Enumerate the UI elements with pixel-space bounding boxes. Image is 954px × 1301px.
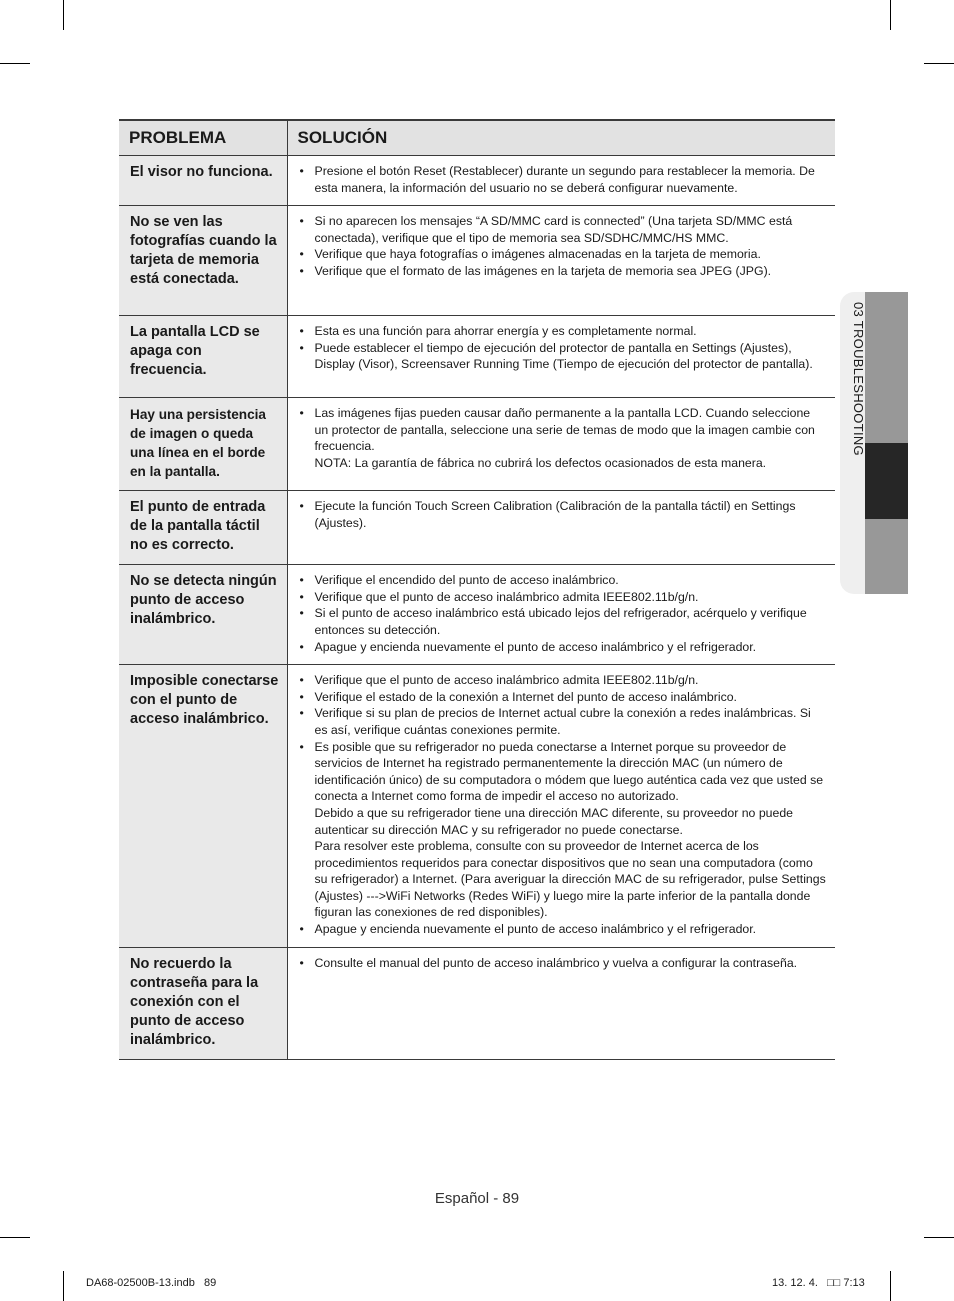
table-body bbox=[119, 156, 835, 1060]
solution-item bbox=[298, 672, 828, 689]
table-row bbox=[119, 316, 835, 398]
solution-text: • Si no aparecen los mensajes “A SD/MMC card is connected” (Una tarjeta SD/MMC está conectada), verifique que el tipo de memoria sea SD/SDHC/MMC/HS MMC. bbox=[314, 214, 793, 245]
crop-mark bbox=[890, 0, 891, 30]
solution-text: • Puede establecer el tiempo de ejecución del protector de pantalla en Settings (Ajustes), Display (Visor), Screensaver Running Time (Tiempo de ejecución del protector de pantalla). bbox=[314, 340, 813, 372]
table-row bbox=[119, 156, 835, 206]
solution-item bbox=[298, 605, 828, 638]
solution-text: • Presione el botón Reset (Restablecer) durante un segundo para restablecer la memoria. De esta manera, la información del usuario no se deberá configurar nuevamente. bbox=[314, 164, 815, 195]
solution-list bbox=[298, 955, 828, 972]
solution-text: • Apague y encienda nuevamente el punto de acceso inalámbrico y el refrigerador. bbox=[314, 922, 757, 937]
table-row bbox=[119, 665, 835, 948]
solution-text: • Consulte el manual del punto de acceso inalámbrico y vuelva a configurar la contraseña. bbox=[314, 955, 798, 970]
problem-cell: Hay una persistencia de imagen o queda una línea en el borde en la pantalla. bbox=[119, 398, 287, 491]
solution-item bbox=[298, 263, 828, 280]
solution-item bbox=[298, 921, 828, 938]
solution-item bbox=[298, 246, 828, 263]
crop-mark bbox=[890, 1271, 891, 1301]
section-tab-block bbox=[865, 292, 908, 443]
solution-item bbox=[298, 498, 828, 531]
solution-text: Debido a que su refrigerador tiene una dirección MAC diferente, su proveedor no puede autenticar su dirección MAC y su refrigerador no puede conectarse. bbox=[314, 805, 794, 837]
section-tab-block bbox=[865, 519, 908, 594]
solution-cell bbox=[287, 398, 835, 491]
solution-text: • Verifique que el punto de acceso inalámbrico admita IEEE802.11b/g/n. bbox=[314, 673, 699, 688]
page-number: Español - 89 bbox=[434, 1190, 520, 1207]
solution-text: • Verifique si su plan de precios de Internet actual cubre la conexión a redes inalámbricas. Si es así, verifique cuántas conexiones permite. bbox=[314, 706, 811, 737]
solution-text: • Verifique el estado de la conexión a Internet del punto de acceso inalámbrico. bbox=[314, 689, 737, 704]
solution-text: • Las imágenes fijas pueden causar daño permanente a la pantalla LCD. Cuando seleccione un protector de pantalla, seleccione una serie de temas de modo que la imagen cambie con frecuencia. bbox=[314, 406, 815, 454]
problem-column-header: PROBLEMA bbox=[119, 120, 287, 156]
solution-cell bbox=[287, 565, 835, 665]
solution-item bbox=[298, 163, 828, 196]
table-row bbox=[119, 206, 835, 316]
crop-mark bbox=[0, 1237, 30, 1238]
solution-item bbox=[298, 639, 828, 656]
table-row bbox=[119, 491, 835, 565]
solution-cell bbox=[287, 206, 835, 316]
solution-item bbox=[298, 405, 828, 471]
problem-cell: El punto de entrada de la pantalla táctil no es correcto. bbox=[119, 491, 287, 565]
crop-mark bbox=[63, 0, 64, 30]
solution-text: • Apague y encienda nuevamente el punto de acceso inalámbrico y el refrigerador. bbox=[314, 639, 757, 654]
solution-cell bbox=[287, 316, 835, 398]
solution-item bbox=[298, 739, 828, 922]
solution-cell bbox=[287, 491, 835, 565]
solution-item bbox=[298, 689, 828, 706]
print-date-info: 13. 12. 4. □□ 7:13 bbox=[772, 1277, 865, 1289]
problem-cell: No recuerdo la contraseña para la conexión con el punto de acceso inalámbrico. bbox=[119, 947, 287, 1059]
table-row bbox=[119, 947, 835, 1059]
solution-item bbox=[298, 705, 828, 738]
troubleshooting-table bbox=[119, 119, 835, 1060]
solution-list bbox=[298, 213, 828, 279]
solution-text: • Verifique que el punto de acceso inalámbrico admita IEEE802.11b/g/n. bbox=[314, 589, 699, 604]
solution-text: Para resolver este problema, consulte con su proveedor de Internet acerca de los procedimientos requeridos para conectar dispositivos que no sean una computadora (como su refrigerador) a Internet. (Para averiguar la dirección MAC de su refrigerador, pulse Settings (Ajustes) --->WiFi Networks (Redes WiFi) y luego mire la parte inferior de la pantalla donde figuran las conexiones de red disponibles). bbox=[314, 839, 826, 920]
solution-cell bbox=[287, 156, 835, 206]
solution-text: • Es posible que su refrigerador no pueda conectarse a Internet porque su proveedor de servicios de Internet ha registrado permanentemente la dirección MAC (un número de identificación único) de su computadora o módem que luego auténtica cada vez que usted se conecta a Internet como forma de impedir el acceso no autorizado. bbox=[314, 739, 824, 804]
solution-text: • Ejecute la función Touch Screen Calibration (Calibración de la pantalla táctil) en Settings (Ajustes). bbox=[314, 499, 796, 530]
solution-item bbox=[298, 589, 828, 606]
table-header-row bbox=[119, 120, 835, 156]
crop-mark bbox=[0, 63, 30, 64]
solution-text: • Verifique el encendido del punto de acceso inalámbrico. bbox=[314, 573, 619, 588]
solution-list bbox=[298, 405, 828, 471]
solution-text: • Si el punto de acceso inalámbrico está ubicado lejos del refrigerador, acérquelo y verifique entonces su detección. bbox=[314, 606, 807, 637]
solution-list bbox=[298, 672, 828, 938]
crop-mark bbox=[63, 1271, 64, 1301]
solution-item bbox=[298, 955, 828, 972]
solution-text: • Verifique que el formato de las imágenes en la tarjeta de memoria sea JPEG (JPG). bbox=[314, 263, 772, 278]
solution-list bbox=[298, 498, 828, 531]
solution-text: NOTA: La garantía de fábrica no cubrirá los defectos ocasionados de esta manera. bbox=[314, 455, 767, 470]
print-file-info: DA68-02500B-13.indb 89 bbox=[86, 1277, 217, 1289]
solution-item bbox=[298, 323, 828, 340]
solution-column-header: SOLUCIÓN bbox=[287, 120, 835, 156]
table-row bbox=[119, 398, 835, 491]
solution-item bbox=[298, 572, 828, 589]
solution-item bbox=[298, 213, 828, 246]
solution-item bbox=[298, 340, 828, 373]
problem-cell: No se detecta ningún punto de acceso inalámbrico. bbox=[119, 565, 287, 665]
solution-list bbox=[298, 572, 828, 655]
problem-cell: La pantalla LCD se apaga con frecuencia. bbox=[119, 316, 287, 398]
problem-cell: No se ven las fotografías cuando la tarjeta de memoria está conectada. bbox=[119, 206, 287, 316]
solution-text: • Verifique que haya fotografías o imágenes almacenadas en la tarjeta de memoria. bbox=[314, 247, 761, 262]
crop-mark bbox=[924, 1237, 954, 1238]
solution-text: • Esta es una función para ahorrar energía y es completamente normal. bbox=[314, 324, 697, 339]
section-tab-label: 03 TROUBLESHOOTING bbox=[851, 302, 866, 456]
solution-list bbox=[298, 323, 828, 373]
problem-cell: El visor no funciona. bbox=[119, 156, 287, 206]
solution-cell bbox=[287, 947, 835, 1059]
crop-mark bbox=[924, 63, 954, 64]
section-tab-active-block bbox=[865, 443, 908, 519]
problem-cell: Imposible conectarse con el punto de acceso inalámbrico. bbox=[119, 665, 287, 948]
solution-cell bbox=[287, 665, 835, 948]
table-row bbox=[119, 565, 835, 665]
solution-list bbox=[298, 163, 828, 196]
